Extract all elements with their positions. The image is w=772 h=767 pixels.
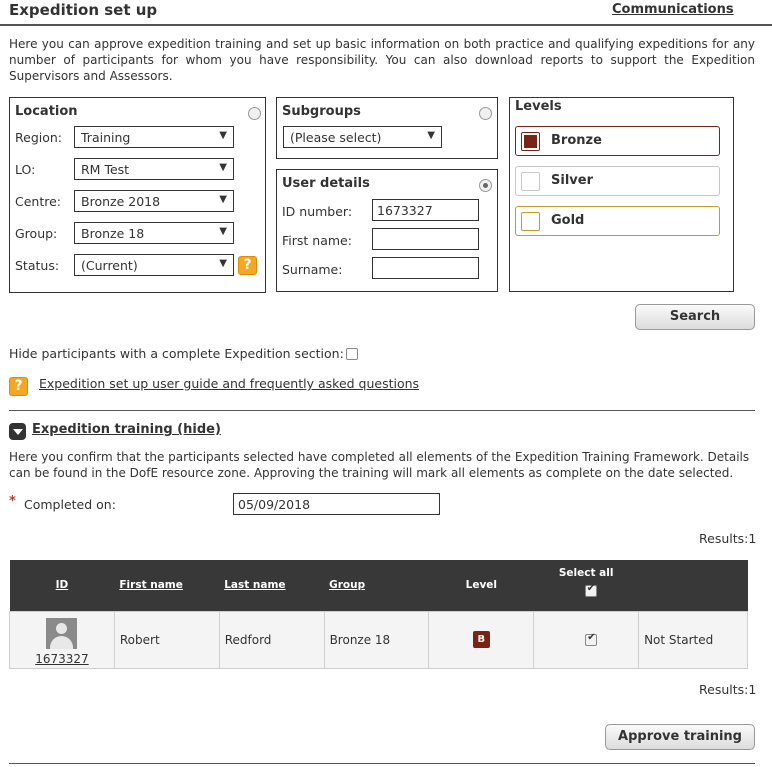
status-value: (Current) xyxy=(81,258,138,273)
column-last-name[interactable] xyxy=(219,560,324,611)
location-title: Location xyxy=(15,104,78,119)
column-status xyxy=(639,560,748,611)
user-guide-link[interactable]: Expedition set up user guide and frequently asked questions xyxy=(39,376,420,391)
cell-level xyxy=(429,611,534,668)
status-label: Status: xyxy=(15,258,60,273)
region-label: Region: xyxy=(15,130,63,145)
subgroups-select[interactable] xyxy=(283,126,442,148)
avatar xyxy=(46,618,77,649)
level-bronze-label: Bronze xyxy=(551,133,602,148)
lo-select[interactable] xyxy=(74,158,234,180)
participants-table xyxy=(9,560,748,669)
first-name-input[interactable] xyxy=(372,228,479,250)
column-level-label: Level xyxy=(465,579,498,592)
group-select[interactable] xyxy=(74,222,234,244)
column-first-name[interactable] xyxy=(114,560,219,611)
page-title: Expedition set up xyxy=(9,1,158,19)
location-radio[interactable] xyxy=(248,107,261,120)
select-all-label: Select all xyxy=(558,567,614,580)
level-gold-label: Gold xyxy=(551,213,585,228)
subgroups-value: (Please select) xyxy=(290,130,382,145)
level-gold[interactable] xyxy=(515,206,720,236)
chevron-down-icon: ▼ xyxy=(219,162,227,173)
surname-label: Surname: xyxy=(282,262,343,277)
intro-text: Here you can approve expedition training and set up basic information on both practice and qualifying expeditions for any number of participants for whom you have responsibility. You can also download reports to support the Expedition Supervisors and Assessors. xyxy=(9,37,755,83)
column-last-name-label[interactable]: Last name xyxy=(224,579,286,592)
subgroups-title: Subgroups xyxy=(282,104,361,119)
communications-link[interactable]: Communications xyxy=(612,2,734,17)
lo-value: RM Test xyxy=(81,162,130,177)
bottom-divider xyxy=(9,763,755,764)
results-count-bottom: Results:1 xyxy=(699,682,757,697)
hide-complete-checkbox[interactable] xyxy=(346,348,358,360)
level-badge: B xyxy=(473,631,490,648)
column-select-all xyxy=(534,560,639,611)
results-count-top: Results:1 xyxy=(699,531,757,546)
hide-complete-label: Hide participants with a complete Expedition section: xyxy=(9,346,344,361)
header-divider xyxy=(0,24,772,26)
cell-last-name: Redford xyxy=(219,611,324,668)
cell-first-name: Robert xyxy=(114,611,219,668)
location-panel xyxy=(9,97,266,293)
avatar-body xyxy=(50,636,73,649)
levels-panel xyxy=(509,97,734,292)
column-first-name-label[interactable]: First name xyxy=(119,579,183,592)
chevron-down-icon: ▼ xyxy=(219,194,227,205)
centre-value: Bronze 2018 xyxy=(81,194,161,209)
first-name-label: First name: xyxy=(282,233,352,248)
lo-label: LO: xyxy=(15,162,36,177)
surname-input[interactable] xyxy=(372,257,479,279)
completed-on-input[interactable]: 05/09/2018 xyxy=(233,493,440,515)
table-header-row xyxy=(10,560,748,611)
silver-checkbox[interactable] xyxy=(521,172,540,191)
collapse-toggle-icon[interactable] xyxy=(9,423,26,440)
user-details-title: User details xyxy=(282,176,370,191)
user-details-panel xyxy=(276,169,498,292)
search-button[interactable]: Search xyxy=(635,304,755,330)
cell-id xyxy=(10,611,115,668)
centre-label: Centre: xyxy=(15,194,62,209)
centre-select[interactable] xyxy=(74,190,234,212)
column-id-label[interactable]: ID xyxy=(55,579,69,592)
column-level xyxy=(429,560,534,611)
select-all-checkbox[interactable] xyxy=(585,585,597,597)
subgroups-radio[interactable] xyxy=(479,107,492,120)
levels-title: Levels xyxy=(515,99,562,114)
table-row xyxy=(10,611,748,668)
level-silver[interactable] xyxy=(515,166,720,196)
cell-group: Bronze 18 xyxy=(324,611,429,668)
subgroups-panel xyxy=(276,97,498,159)
column-group-label[interactable]: Group xyxy=(329,579,366,592)
cell-status: Not Started xyxy=(639,611,748,668)
level-bronze[interactable] xyxy=(515,126,720,156)
bronze-checkbox[interactable] xyxy=(521,132,540,151)
avatar-head xyxy=(56,623,67,634)
column-id[interactable] xyxy=(10,560,115,611)
level-silver-label: Silver xyxy=(551,173,593,188)
help-icon: ? xyxy=(9,377,28,396)
training-description: Here you confirm that the participants selected have completed all elements of the Expedition Training Framework. Details can be found in the DofE resource zone. Approving the training will mark all elements as complete on the date selected. xyxy=(9,450,750,480)
user-details-radio[interactable] xyxy=(479,179,492,192)
region-select[interactable] xyxy=(74,126,234,148)
chevron-down-icon: ▼ xyxy=(219,130,227,141)
group-label: Group: xyxy=(15,226,58,241)
help-icon[interactable]: ? xyxy=(238,256,257,275)
group-value: Bronze 18 xyxy=(81,226,145,241)
id-number-input[interactable]: 1673327 xyxy=(372,199,479,221)
participant-id-link[interactable]: 1673327 xyxy=(35,651,89,666)
gold-checkbox[interactable] xyxy=(521,212,540,231)
region-value: Training xyxy=(81,130,131,145)
section-divider xyxy=(9,410,755,411)
status-select[interactable] xyxy=(74,254,234,276)
chevron-down-icon: ▼ xyxy=(427,130,435,141)
training-heading-link[interactable]: Expedition training (hide) xyxy=(32,422,221,437)
column-group[interactable] xyxy=(324,560,429,611)
chevron-down-icon: ▼ xyxy=(219,226,227,237)
row-select-checkbox[interactable] xyxy=(585,634,597,646)
cell-select xyxy=(534,611,639,668)
id-number-label: ID number: xyxy=(282,204,353,219)
chevron-down-icon: ▼ xyxy=(219,258,227,269)
completed-on-label: Completed on: xyxy=(24,497,116,512)
required-marker: * xyxy=(9,494,16,509)
approve-training-button[interactable]: Approve training xyxy=(605,724,755,750)
